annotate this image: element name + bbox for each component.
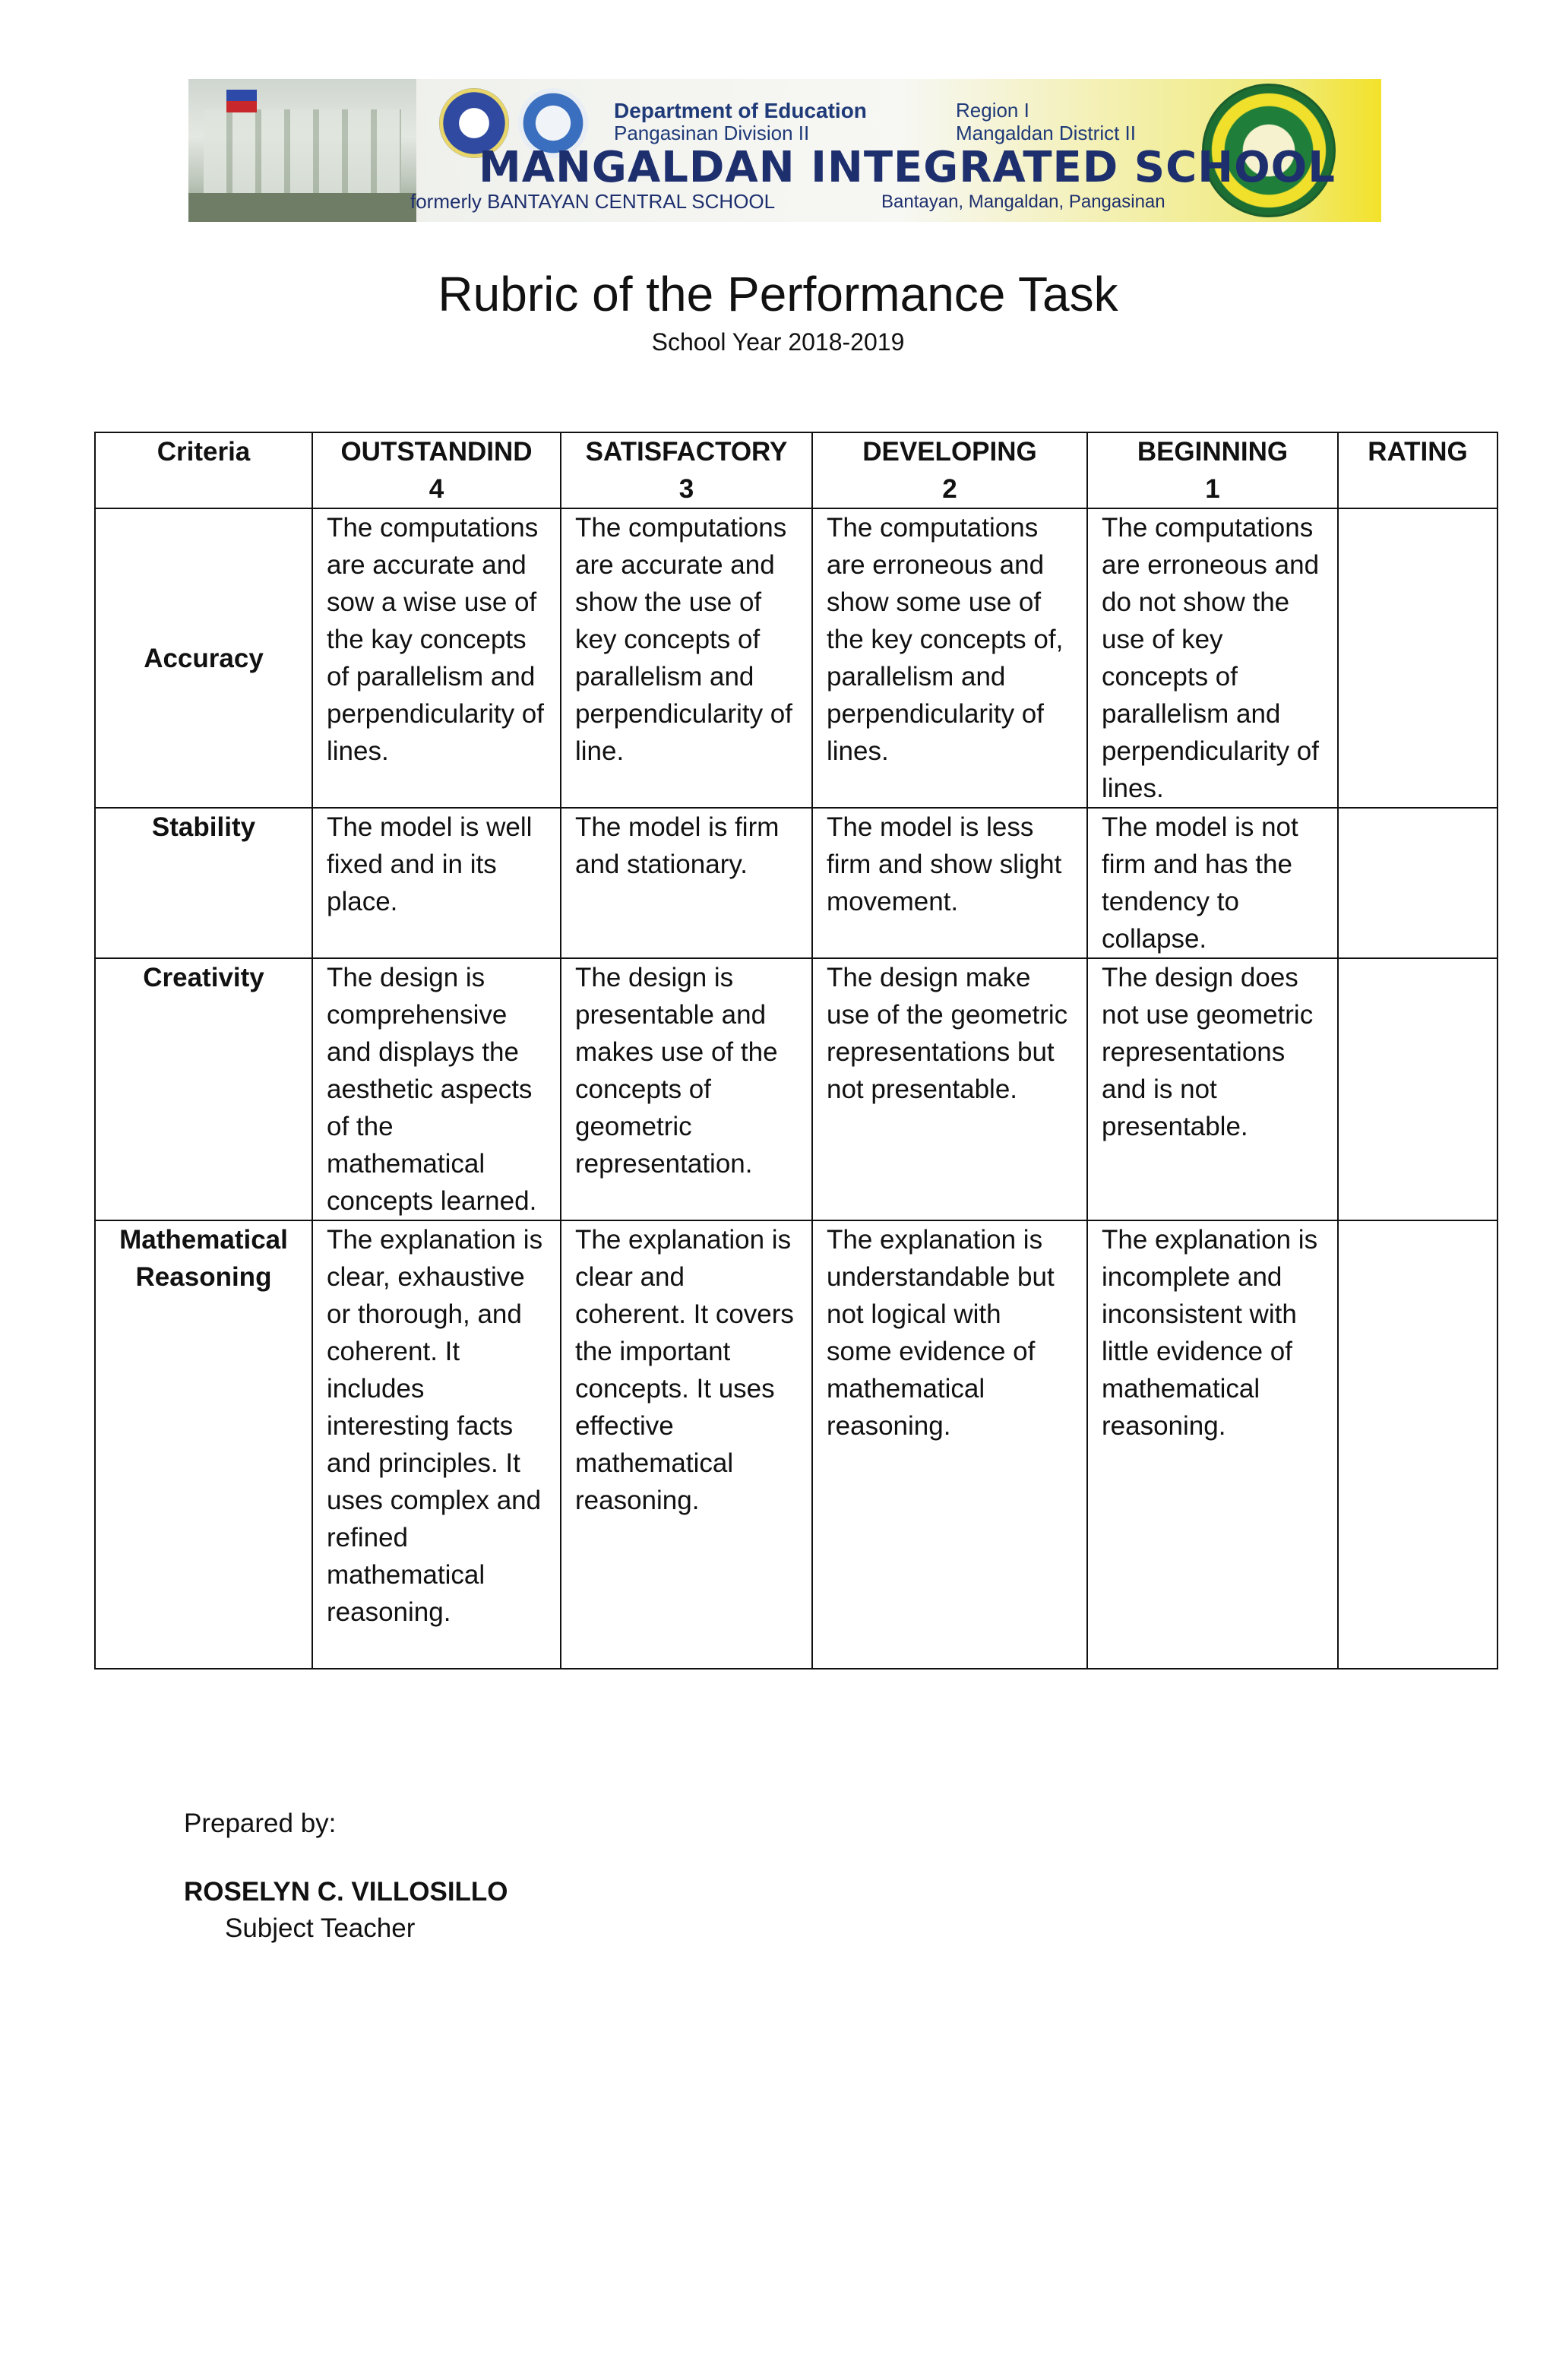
header-criteria	[95, 432, 312, 508]
division-name: Pangasinan Division II	[614, 122, 810, 144]
region-name: Region I	[956, 99, 1029, 122]
header-developing	[812, 432, 1087, 508]
header-satisfactory	[561, 432, 812, 508]
descriptor-cell: The computations are accurate and show the use of key concepts of parallelism and perpendicularity of line.	[561, 508, 812, 808]
descriptor-cell: The model is firm and stationary.	[561, 808, 812, 958]
descriptor-cell: The design make use of the geometric representations but not presentable.	[812, 958, 1087, 1220]
table-row-mathematical-reasoning	[95, 1220, 1497, 1669]
rating-cell[interactable]	[1338, 1220, 1497, 1669]
header-score: 2	[942, 474, 957, 504]
descriptor-cell: The computations are erroneous and do not show the use of key concepts of parallelism and perpendicularity of lines.	[1087, 508, 1338, 808]
header-label: Criteria	[157, 437, 251, 467]
descriptor-cell: The computations are accurate and sow a wise use of the kay concepts of parallelism and perpendicularity of lines.	[312, 508, 561, 808]
header-outstanding	[312, 432, 561, 508]
header-label: OUTSTANDIND	[340, 437, 533, 467]
school-header-banner	[188, 79, 1381, 222]
header-label: DEVELOPING	[862, 437, 1037, 467]
former-school-name: formerly BANTAYAN CENTRAL SCHOOL	[410, 190, 776, 213]
descriptor-cell: The model is not firm and has the tendency to collapse.	[1087, 808, 1338, 958]
descriptor-cell: The explanation is understandable but not logical with some evidence of mathematical reasoning.	[812, 1220, 1087, 1669]
header-rating	[1338, 432, 1497, 508]
descriptor-cell: The model is less firm and show slight movement.	[812, 808, 1087, 958]
descriptor-cell: The computations are erroneous and show some use of the key concepts of, parallelism and perpendicularity of lines.	[812, 508, 1087, 808]
header-label: BEGINNING	[1137, 437, 1289, 467]
criteria-cell: Stability	[95, 808, 312, 958]
criteria-cell: Mathematical Reasoning	[95, 1220, 312, 1669]
table-row-accuracy	[95, 508, 1497, 808]
school-name: MANGALDAN INTEGRATED SCHOOL	[479, 143, 1336, 192]
criteria-cell: Creativity	[95, 958, 312, 1220]
header-beginning	[1087, 432, 1338, 508]
rubric-table	[94, 432, 1498, 1669]
criteria-cell: Accuracy	[95, 508, 312, 808]
descriptor-cell: The design is presentable and makes use of the concepts of geometric representation.	[561, 958, 812, 1220]
header-label: RATING	[1368, 437, 1468, 467]
table-row-stability	[95, 808, 1497, 958]
table-header-row	[95, 432, 1497, 508]
table-row-creativity	[95, 958, 1497, 1220]
rating-cell[interactable]	[1338, 508, 1497, 808]
descriptor-cell: The design is comprehensive and displays the aesthetic aspects of the mathematical concepts learned.	[312, 958, 561, 1220]
header-score: 3	[678, 474, 694, 504]
department-name: Department of Education	[614, 99, 867, 122]
rating-cell[interactable]	[1338, 958, 1497, 1220]
prepared-by-label: Prepared by:	[184, 1809, 337, 1838]
page-title: Rubric of the Performance Task	[438, 267, 1118, 321]
school-building-photo	[188, 79, 416, 222]
descriptor-cell: The explanation is incomplete and inconsistent with little evidence of mathematical reasoning.	[1087, 1220, 1338, 1669]
rating-cell[interactable]	[1338, 808, 1497, 958]
descriptor-cell: The model is well fixed and in its place.	[312, 808, 561, 958]
descriptor-cell: The explanation is clear and coherent. It covers the important concepts. It uses effective mathematical reasoning.	[561, 1220, 812, 1669]
flag-icon	[226, 90, 257, 112]
page-subtitle: School Year 2018-2019	[651, 328, 905, 356]
header-label: SATISFACTORY	[585, 437, 788, 467]
descriptor-cell: The design does not use geometric representations and is not presentable.	[1087, 958, 1338, 1220]
school-address: Bantayan, Mangaldan, Pangasinan	[881, 191, 1165, 212]
teacher-name: ROSELYN C. VILLOSILLO	[184, 1877, 508, 1907]
header-score: 1	[1205, 474, 1220, 504]
teacher-role: Subject Teacher	[225, 1913, 416, 1943]
descriptor-cell: The explanation is clear, exhaustive or thorough, and coherent. It includes interesting facts and principles. It uses complex and refined mathematical reasoning.	[312, 1220, 561, 1669]
header-score: 4	[429, 474, 444, 504]
district-name: Mangaldan District II	[956, 122, 1136, 144]
